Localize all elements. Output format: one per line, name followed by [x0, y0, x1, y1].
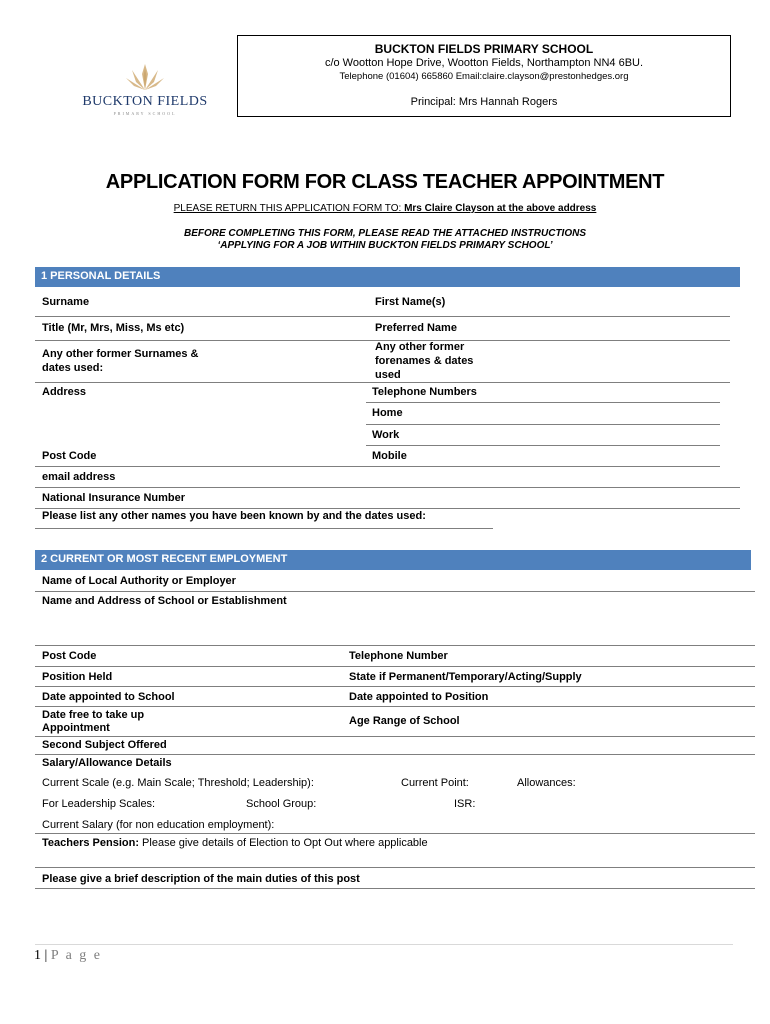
- divider: [35, 645, 755, 646]
- logo-subtext: PRIMARY SCHOOL: [113, 111, 177, 116]
- return-to: Mrs Claire Clayson at the above address: [404, 203, 597, 214]
- employment-telephone-label: Telephone Number: [349, 650, 448, 662]
- title-label: Title (Mr, Mrs, Miss, Ms etc): [42, 322, 185, 334]
- school-group-label: School Group:: [246, 798, 317, 810]
- return-instruction: [0, 203, 770, 214]
- address-label: Address: [42, 386, 87, 398]
- divider: [35, 528, 493, 529]
- ni-number-label: National Insurance Number: [42, 492, 186, 504]
- instructions-line-2: ‘APPLYING FOR A JOB WITHIN BUCKTON FIELDS PRIMARY SCHOOL’: [217, 240, 553, 251]
- page-word: P a g e: [50, 948, 103, 963]
- divider: [35, 867, 755, 868]
- principal: Principal: Mrs Hannah Rogers: [410, 96, 558, 108]
- pension-label-bold: Teachers Pension:: [42, 837, 139, 849]
- divider: [35, 833, 755, 834]
- instructions-line-1: BEFORE COMPLETING THIS FORM, PLEASE READ THE ATTACHED INSTRUCTIONS: [183, 228, 587, 239]
- divider: [35, 487, 740, 488]
- former-forenames-label-1: Any other former: [375, 341, 465, 353]
- allowances-label: Allowances:: [517, 777, 576, 789]
- preferred-name-label: Preferred Name: [375, 322, 457, 334]
- age-range-label: Age Range of School: [349, 715, 460, 727]
- first-names-label: First Name(s): [375, 296, 446, 308]
- former-surnames-label-2: dates used:: [42, 362, 104, 374]
- telephone-numbers-label: Telephone Numbers: [372, 386, 477, 398]
- date-free-label-1: Date free to take up: [42, 709, 145, 721]
- divider: [35, 686, 755, 687]
- divider: [35, 754, 755, 755]
- date-appointed-position-label: Date appointed to Position: [349, 691, 489, 703]
- former-forenames-label-3: used: [375, 369, 401, 381]
- divider: [35, 591, 755, 592]
- school-logo: [80, 60, 210, 120]
- divider: [35, 316, 730, 317]
- main-duties-label: Please give a brief description of the main duties of this post: [42, 873, 360, 885]
- divider: [366, 445, 720, 446]
- divider: [35, 508, 740, 509]
- date-appointed-school-label: Date appointed to School: [42, 691, 175, 703]
- position-held-label: Position Held: [42, 671, 113, 683]
- leadership-scales-label: For Leadership Scales:: [42, 798, 156, 810]
- current-salary-label: Current Salary (for non education employment):: [42, 819, 275, 831]
- divider: [35, 736, 755, 737]
- page-separator: |: [41, 948, 51, 963]
- page-number: [34, 948, 102, 964]
- current-scale-label: Current Scale (e.g. Main Scale; Threshold; Leadership):: [42, 777, 314, 789]
- email-label: email address: [42, 471, 116, 483]
- divider: [35, 466, 720, 467]
- divider: [35, 888, 755, 889]
- post-code-label: Post Code: [42, 450, 97, 462]
- crown-leaf-icon: [80, 60, 210, 96]
- work-phone-label: Work: [372, 429, 400, 441]
- divider: [35, 706, 755, 707]
- divider: [35, 382, 730, 383]
- mobile-label: Mobile: [372, 450, 407, 462]
- employment-post-code-label: Post Code: [42, 650, 97, 662]
- school-name: BUCKTON FIELDS PRIMARY SCHOOL: [374, 42, 594, 56]
- pension-label: [42, 837, 428, 850]
- former-surnames-label-1: Any other former Surnames &: [42, 348, 199, 360]
- school-contact: Telephone (01604) 665860 Email:claire.clayson@prestonhedges.org: [339, 71, 629, 82]
- divider: [366, 424, 720, 425]
- form-title: APPLICATION FORM FOR CLASS TEACHER APPOINTMENT: [105, 171, 665, 193]
- section-1-heading: 1 PERSONAL DETAILS: [35, 267, 740, 287]
- employer-label: Name of Local Authority or Employer: [42, 575, 236, 587]
- divider: [366, 402, 720, 403]
- surname-label: Surname: [42, 296, 90, 308]
- school-header-box: [237, 35, 731, 117]
- other-names-label: Please list any other names you have been known by and the dates used:: [42, 510, 426, 522]
- pension-label-text: Please give details of Election to Opt Out where applicable: [139, 837, 428, 849]
- second-subject-label: Second Subject Offered: [42, 739, 167, 751]
- isr-label: ISR:: [454, 798, 476, 810]
- page-number-value: 1: [34, 948, 41, 963]
- date-free-label-2: Appointment: [42, 722, 110, 734]
- school-address: c/o Wootton Hope Drive, Wootton Fields, Northampton NN4 6BU.: [324, 57, 644, 69]
- current-point-label: Current Point:: [401, 777, 469, 789]
- return-prefix: PLEASE RETURN THIS APPLICATION FORM TO:: [173, 203, 405, 214]
- school-name-address-label: Name and Address of School or Establishment: [42, 595, 287, 607]
- logo-text: BUCKTON FIELDS: [82, 94, 208, 109]
- home-phone-label: Home: [372, 407, 403, 419]
- salary-details-label: Salary/Allowance Details: [42, 757, 172, 769]
- state-if-label: State if Permanent/Temporary/Acting/Supply: [349, 671, 582, 683]
- former-forenames-label-2: forenames & dates: [375, 355, 474, 367]
- divider: [35, 666, 755, 667]
- footer-divider: [35, 944, 733, 945]
- section-2-heading: 2 CURRENT OR MOST RECENT EMPLOYMENT: [35, 550, 751, 570]
